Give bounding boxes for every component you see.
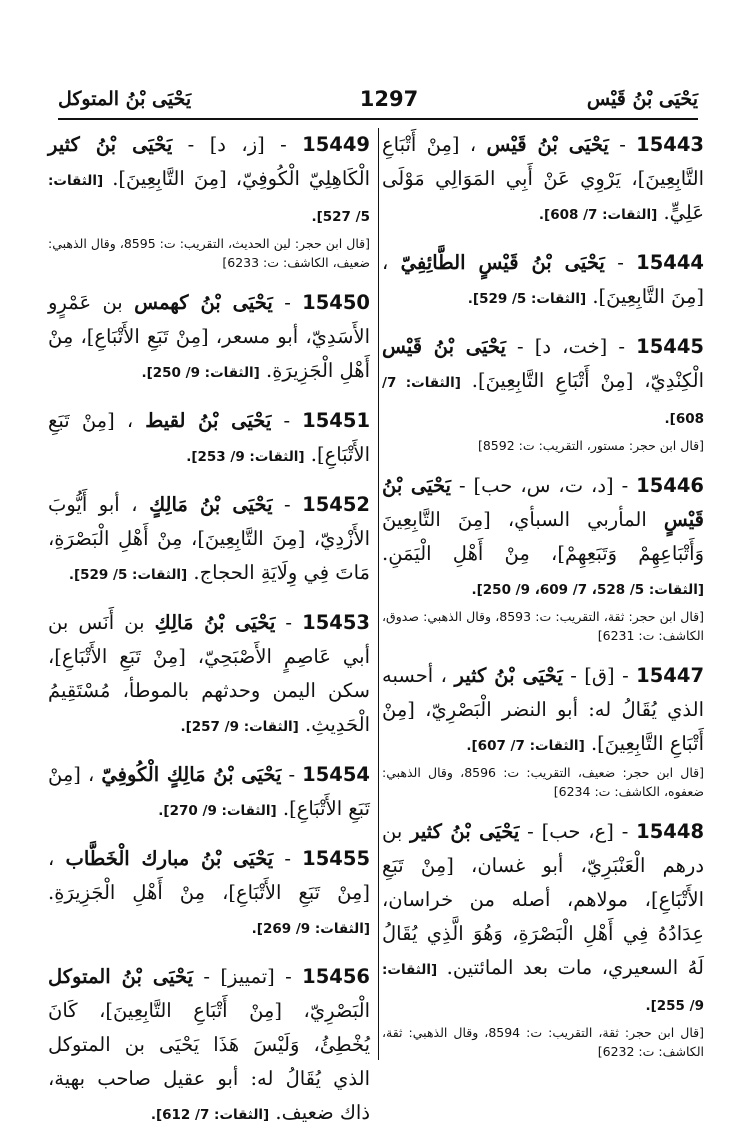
entry-body: 15445 - [خت، د] - يَحْيَى بْنُ قَيْس الْكِنْدِيّ، [مِنْ أَتْبَاعِ التَّابِعِينَ]. [الثقات: 7/ 608]. (382, 335, 705, 427)
entry-footnote: [قال ابن حجر: مستور، التقريب: ت: 8592] (477, 438, 704, 453)
entry-body: 15451 - يَحْيَى بْنُ لقيط ، [مِنْ تَبَعِ الأَتْبَاعِ]. [الثقات: 9/ 253]. (48, 409, 371, 466)
entry (48, 842, 370, 946)
entry (48, 758, 370, 828)
page-header (58, 84, 698, 114)
entry-codes: [خت، د] (534, 335, 608, 358)
entry-source: [الثقات: 7/ 607]. (466, 738, 585, 754)
entry-body: 15443 - يَحْيَى بْنُ قَيْس ، [مِنْ أَتْبَاعِ التَّابِعِينَ]، يَرْوِي عَنْ أَبِي المَوَالِي مَوْلَى عَلِيٍّ. [الثقات: 7/ 608]. (382, 133, 704, 224)
entry-text: ، [مِنَ التَّابِعِينَ]. (382, 251, 704, 308)
entry-name: يَحْيَى بْنُ كهمس (134, 291, 273, 314)
entry-number: 15447 (636, 664, 705, 687)
entry (48, 286, 370, 390)
entry-number: 15456 (302, 965, 370, 988)
entry-text: ، [مِنْ أَتْبَاعِ التَّابِعِينَ]، يَرْوِي عَنْ أَبِي المَوَالِي مَوْلَى عَلِيٍّ. (382, 133, 704, 224)
entry-body: 15452 - يَحْيَى بْنُ مَالِكٍ ، أبو أَيُّوبَ الأَزْدِيّ، [مِنَ التَّابِعِينَ]، مِنْ أَهْلِ الْبَصْرَةِ، مَاتَ فِي وِلَايَةِ الحجاج. [الثقات: 5/ 529]. (48, 493, 370, 584)
header-rule (58, 118, 698, 120)
entry-text: الْكِنْدِيّ، [مِنْ أَتْبَاعِ التَّابِعِينَ]. (471, 369, 705, 392)
entry-source: [الثقات: 5/ 529]. (467, 291, 587, 307)
entry-name: يَحْيَى بْنُ المتوكل (48, 965, 193, 988)
entry-name: يَحْيَى بْنُ قَيْس (382, 335, 506, 358)
entry (48, 128, 370, 272)
entry-number: 15445 (636, 335, 704, 358)
entry-number: 15455 (302, 847, 371, 870)
entry-text: بن أَنَس بن أبي عَاصِمٍ الأَصْبَحِيّ، [مِنْ تَبَعِ الأَتْبَاعِ]، سكن اليمن وحدثهم بالموطأ، مُسْتَقِيمُ الْحَدِيثِ. (48, 611, 370, 736)
entry-source: [الثقات: 7/ 608]. (382, 375, 704, 427)
entry-body: 15450 - يَحْيَى بْنُ كهمس بن عَمْرٍو الأَسَدِيّ، أبو مسعر، [مِنْ تَبَعِ الأَتْبَاعِ]، مِنْ أَهْلِ الْجَزِيرَةِ. [الثقات: 9/ 250]. (48, 291, 370, 382)
entry-number: 15452 (302, 493, 370, 516)
entry-codes: [د، ت، س، حب] (473, 474, 614, 497)
entry-name: يَحْيَى بْنُ مَالِكٍ الْكُوفِيّ (101, 763, 282, 786)
entry-codes: [ز، د] (209, 133, 265, 156)
entry-source: [الثقات: 9/ 257]. (180, 719, 299, 735)
entry-text: ، أحسبه الذي يُقَالُ له: أبو النضر الْبَصْرِيّ، [مِنْ أَتْبَاعِ التَّابِعِينَ]. (382, 664, 704, 755)
entry-number: 15444 (636, 251, 704, 274)
entry-source: [الثقات: 9/ 253]. (186, 449, 305, 465)
entry-name: يَحْيَى بْنُ قَيْسٍ الطَّائِفِيّ (400, 251, 605, 274)
entry-text: ، [مِنْ تَبَعِ الأَتْبَاعِ]، مِنْ أَهْلِ الْجَزِيرَةِ. (48, 847, 370, 904)
entry-name: يَحْيَى بْنُ قَيْس (486, 133, 609, 156)
entry-text: بن درهم الْعَنْبَرِيّ، أبو غسان، [مِنْ تَبَعِ الأَتْبَاعِ]، مولاهم، أصله من خراسان، عِدَادُهُ فِي أَهْلِ الْبَصْرَةِ، وَهُوَ الَّذِي يُقَالُ لَهُ السعيري، مات بعد المائتين. (382, 820, 704, 979)
entry-source: [الثقات: 7/ 612]. (150, 1107, 270, 1123)
entry-source: [الثقات: 5/ 528، 7/ 609، 9/ 250]. (471, 582, 704, 598)
entry-body: 15453 - يَحْيَى بْنُ مَالِكِ بن أَنَس بن أبي عَاصِمٍ الأَصْبَحِيّ، [مِنْ تَبَعِ الأَتْبَاعِ]، سكن اليمن وحدثهم بالموطأ، مُسْتَقِيمُ الْحَدِيثِ. [الثقات: 9/ 257]. (48, 611, 370, 736)
entry-footnote: [قال ابن حجر: لين الحديث، التقريب: ت: 8595، وقال الذهبي: ضعيف، الكاشف: ت: 6233] (48, 236, 370, 270)
entry-footnote: [قال ابن حجر: ضعيف، التقريب: ت: 8596، وقال الذهبي: ضعفوه، الكاشف: ت: 6234] (382, 765, 704, 799)
entry-source: [الثقات: 9/ 250]. (141, 365, 260, 381)
entry (48, 960, 370, 1132)
entry-name: يَحْيَى بْنُ كثير (48, 133, 173, 156)
entry-number: 15453 (302, 611, 370, 634)
running-title-right: يَحْيَى بْنُ قَيْس (586, 88, 698, 110)
entry-source: [الثقات: 5/ 529]. (68, 567, 188, 583)
entry-body: 15454 - يَحْيَى بْنُ مَالِكٍ الْكُوفِيّ ، [مِنْ تَبَعِ الأَتْبَاعِ]. [الثقات: 9/ 270]. (48, 763, 370, 820)
entry-name: يَحْيَى بْنُ قَيْسٍ (382, 474, 704, 531)
entry-body: 15446 - [د، ت، س، حب] - يَحْيَى بْنُ قَيْسٍ المأربي السبأي، [مِنَ التَّابِعِينَ وَأَتْبَاعِهِمْ وَتَبَعِهِمْ]، مِنْ أَهْلِ الْيَمَنِ. [الثقات: 5/ 528، 7/ 609، 9/ 250]. (382, 474, 704, 598)
entry (382, 330, 704, 455)
entry-number: 15448 (636, 820, 705, 843)
entry-footnote: [قال ابن حجر: ثقة، التقريب: ت: 8593، وقال الذهبي: صدوق، الكاشف: ت: 6231] (382, 609, 704, 643)
entry-source: [الثقات: 9/ 270]. (158, 803, 277, 819)
entry-text: بن عَمْرٍو الأَسَدِيّ، أبو مسعر، [مِنْ تَبَعِ الأَتْبَاعِ]، مِنْ أَهْلِ الْجَزِيرَةِ. (48, 291, 370, 382)
entry-name: يَحْيَى بْنُ مَالِكٍ (149, 493, 273, 516)
entry-codes: [ع، حب] (541, 820, 614, 843)
entry-number: 15443 (636, 133, 704, 156)
entry-body: 15455 - يَحْيَى بْنُ مبارك الْخَطَّاب ، [مِنْ تَبَعِ الأَتْبَاعِ]، مِنْ أَهْلِ الْجَزِيرَةِ. [الثقات: 9/ 269]. (48, 847, 371, 937)
entry-text: ، [مِنْ تَبَعِ الأَتْبَاعِ]. (48, 763, 370, 820)
entry-text: ، [مِنْ تَبَعِ الأَتْبَاعِ]. (48, 409, 370, 466)
entry-text: ، أبو أَيُّوبَ الأَزْدِيّ، [مِنَ التَّابِعِينَ]، مِنْ أَهْلِ الْبَصْرَةِ، مَاتَ فِي وِلَايَةِ الحجاج. (48, 493, 370, 584)
entry-text: الْبَصْرِيّ، [مِنْ أَتْبَاعِ التَّابِعِينَ]، كَانَ يُخْطِئُ، وَلَيْسَ هَذَا يَحْيَى بن المتوكل الذي يُقَالُ له: أبو عقيل صاحب بهية، ذاك ضعيف. (48, 999, 370, 1124)
entry-footnote: [قال ابن حجر: ثقة، التقريب: ت: 8594، وقال الذهبي: ثقة، الكاشف: ت: 6232] (382, 1025, 704, 1059)
left-column (48, 128, 370, 1146)
entry-body: 15448 - [ع، حب] - يَحْيَى بْنُ كثير بن درهم الْعَنْبَرِيّ، أبو غسان، [مِنْ تَبَعِ الأَتْبَاعِ]، مولاهم، أصله من خراسان، عِدَادُهُ فِي أَهْلِ الْبَصْرَةِ، وَهُوَ الَّذِي يُقَالُ لَهُ السعيري، مات بعد المائتين. [الثقات: 9/ 255]. (382, 820, 705, 1014)
entry-name: يَحْيَى بْنُ لقيط (145, 409, 272, 432)
entry (48, 488, 370, 592)
entry (48, 606, 370, 744)
entry (382, 815, 704, 1061)
entry-number: 15454 (302, 763, 370, 786)
entry-text: الْكَاهِلِيّ الْكُوفِيّ، [مِنَ التَّابِعِينَ]. (112, 167, 370, 190)
entry (382, 128, 704, 232)
entry-number: 15446 (636, 474, 704, 497)
entry (48, 404, 370, 474)
entry-source: [الثقات: 9/ 269]. (251, 921, 370, 937)
page-number: 1297 (359, 87, 419, 111)
entry-name: يَحْيَى بْنُ مَالِكِ (154, 611, 276, 634)
column-divider (378, 128, 379, 1060)
entry-name: يَحْيَى بْنُ مبارك الْخَطَّاب (65, 847, 274, 870)
entry-name: يَحْيَى بْنُ كثير (410, 820, 520, 843)
entry-source: [الثقات: 9/ 255]. (382, 962, 704, 1014)
entry-body: 15456 - [تمييز] - يَحْيَى بْنُ المتوكل الْبَصْرِيّ، [مِنْ أَتْبَاعِ التَّابِعِينَ]، كَانَ يُخْطِئُ، وَلَيْسَ هَذَا يَحْيَى بن المتوكل الذي يُقَالُ له: أبو عقيل صاحب بهية، ذاك ضعيف. [الثقات: 7/ 612]. (48, 965, 370, 1124)
entry (382, 246, 704, 316)
entry-body: 15447 - [ق] - يَحْيَى بْنُ كثير ، أحسبه الذي يُقَالُ له: أبو النضر الْبَصْرِيّ، [مِنْ أَتْبَاعِ التَّابِعِينَ]. [الثقات: 7/ 607]. (382, 664, 705, 755)
entry-body: 15444 - يَحْيَى بْنُ قَيْسٍ الطَّائِفِيّ ، [مِنَ التَّابِعِينَ]. [الثقات: 5/ 529]. (382, 251, 704, 308)
entry-number: 15449 (302, 133, 370, 156)
entry-codes: [تمييز] (220, 965, 275, 988)
entry-name: يَحْيَى بْنُ كثير (454, 664, 563, 687)
entry (382, 469, 704, 645)
running-title-left: يَحْيَى بْنُ المتوكل (58, 88, 192, 110)
entry-codes: [ق] (584, 664, 615, 687)
entry-number: 15450 (302, 291, 370, 314)
right-column (382, 128, 704, 1075)
entry-source: [الثقات: 5/ 527]. (48, 173, 370, 225)
entry-number: 15451 (302, 409, 371, 432)
entry-body: 15449 - [ز، د] - يَحْيَى بْنُ كثير الْكَاهِلِيّ الْكُوفِيّ، [مِنَ التَّابِعِينَ]. [الثقات: 5/ 527]. (48, 133, 370, 225)
entry (382, 659, 704, 801)
entry-source: [الثقات: 7/ 608]. (538, 207, 658, 223)
entry-text: المأربي السبأي، [مِنَ التَّابِعِينَ وَأَتْبَاعِهِمْ وَتَبَعِهِمْ]، مِنْ أَهْلِ الْيَمَنِ. (382, 508, 704, 565)
